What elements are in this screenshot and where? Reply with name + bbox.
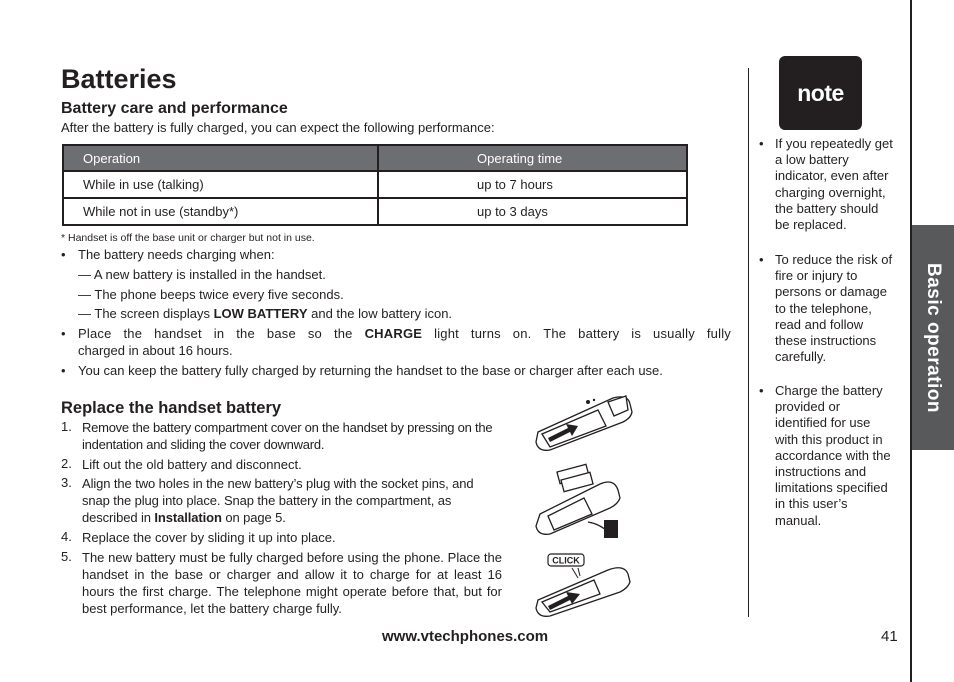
note-item-charge-battery: Charge the battery provided or identified for use with this product in accordance with the instructions and limitations specified in this user’s manual. [775,383,891,528]
step-number: 2. [61,456,72,471]
text-run: on page 5. [221,510,286,525]
handset-cover-removal-illustration [528,392,638,454]
header-operating-time: Operating time [378,145,687,171]
step-number: 4. [61,529,72,544]
table-cell: up to 7 hours [378,171,687,198]
text-run: Align the two holes in the new battery’s plug with the socket pins, and snap the plug into place. Snap the battery in the compartment, as described in [82,476,474,525]
click-label: CLICK [552,555,580,566]
bullet-sub-item: — A new battery is installed in the handset. [78,267,326,282]
replace-battery-heading: Replace the handset battery [61,399,282,417]
bullet-glyph: • [759,383,764,398]
bullet-charge-line1 [78,326,731,343]
text-run: Place the handset in the base so the [78,326,365,341]
bullet-needs-charging: The battery needs charging when: [78,247,275,262]
table-cell: up to 3 days [378,198,687,225]
battery-care-heading: Battery care and performance [61,100,288,117]
step-number: 3. [61,475,72,490]
bullet-glyph: • [61,247,66,262]
page-title: Batteries [61,64,177,94]
section-tab [912,225,954,450]
step-number: 5. [61,549,72,564]
footer-website: www.vtechphones.com [382,628,549,645]
step-2: Lift out the old battery and disconnect. [82,457,302,472]
step-5: The new battery must be fully charged before using the phone. Place the handset in the base or charger and allow it to charge for at least 16 hours the first charge. The telephone might operate before that, but for best performance, let the battery charge fully. [82,550,502,616]
bullet-glyph: • [759,136,764,151]
table-cell: While in use (talking) [63,171,378,198]
bullet-charge-line2: charged in about 16 hours. [78,343,233,358]
text-run: — The screen displays [78,306,214,321]
note-badge: note [779,56,862,130]
text-run: and the low battery icon. [307,306,453,321]
section-tab-label: Basic operation [923,262,944,413]
note-item-low-battery: If you repeatedly get a low battery indicator, even after charging overnight, the battery should be replaced. [775,136,893,233]
battery-care-intro: After the battery is fully charged, you can expect the following performance: [61,120,495,135]
bullet-glyph: • [61,326,66,341]
low-battery-term: LOW BATTERY [213,306,308,321]
battery-connect-illustration [528,462,628,542]
step-4: Replace the cover by sliding it up into place. [82,530,336,545]
performance-table [62,144,688,226]
header-operation: Operation [63,145,378,171]
table-cell: While not in use (standby*) [63,198,378,225]
text-run: light turns on. The battery is usually fully [422,326,731,341]
step-number: 1. [61,419,72,434]
table-row [63,198,687,225]
page-number: 41 [881,628,898,645]
table-footnote: * Handset is off the base unit or charger but not in use. [61,232,315,244]
handset-cover-replace-illustration [528,548,638,618]
table-header-row [63,145,687,171]
step-3 [82,475,502,526]
note-item-safety: To reduce the risk of fire or injury to persons or damage to the telephone, read and follow these instructions carefully. [775,252,893,365]
installation-link-text: Installation [154,510,222,525]
bullet-glyph: • [61,363,66,378]
charge-term: CHARGE [364,326,423,341]
bullet-keep-charged: You can keep the battery fully charged by returning the handset to the base or charger after each use. [78,363,663,378]
bullet-sub-item: — The phone beeps twice every five seconds. [78,287,344,302]
table-row [63,171,687,198]
column-divider [748,68,749,617]
bullet-sub-item [78,306,452,323]
bullet-glyph: • [759,252,764,267]
step-1: Remove the battery compartment cover on the handset by pressing on the indentation and sliding the cover downward. [82,420,493,452]
